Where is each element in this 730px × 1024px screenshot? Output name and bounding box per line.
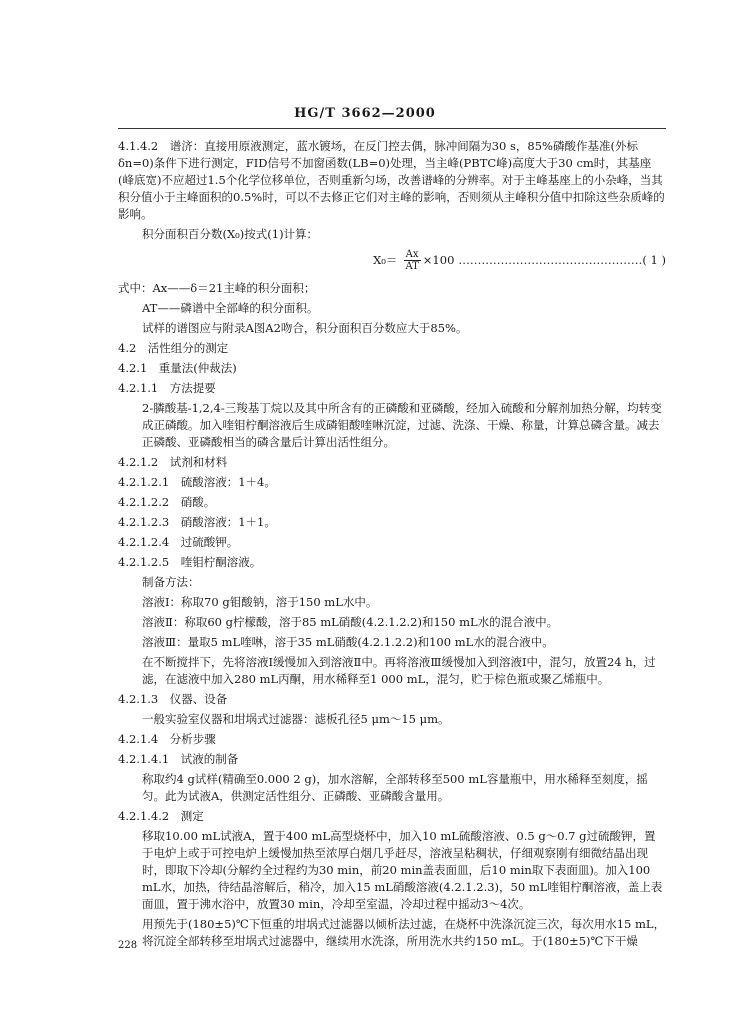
paragraph: 4.2.1.2.1 硫酸溶液：1＋4。 [118, 475, 276, 489]
paragraph: 溶液Ⅱ：称取60 g柠檬酸，溶于85 mL硝酸(4.2.1.2.2)和150 mL水的混合液中。 [142, 615, 559, 629]
paragraph: 一般实验室仪器和坩埚式过滤器：滤板孔径5 μm～15 μm。 [142, 712, 450, 726]
paragraph: 在不断搅拌下，先将溶液Ⅰ缓慢加入到溶液Ⅱ中。再将溶液Ⅲ缓慢加入到溶液Ⅰ中，混匀，放置24 h，过滤，在滤液中加入280 mL丙酮，用水稀释至1 000 mL，混匀，贮于棕色瓶或聚乙烯瓶中。 [142, 655, 656, 686]
paragraph: 4.2.1.4.1 试液的制备 [118, 752, 239, 766]
paragraph: 称取约4 g试样(精确至0.000 2 g)，加水溶解，全部转移至500 mL容量瓶中，用水稀释至刻度，摇匀。此为试液A，供测定活性组分、正磷酸、亚磷酸含量用。 [142, 772, 648, 803]
paragraph: 4.2.1.4 分析步骤 [118, 732, 216, 746]
paragraph: 移取10.00 mL试液A，置于400 mL高型烧杯中，加入10 mL硫酸溶液、0.5 g～0.7 g过硫酸钾，置于电炉上或于可控电炉上缓慢加热至浓厚白烟几乎赶尽，溶液呈粘稠状，仔细观察刚有细微结晶出现时，即取下冷却(分解约全过程约为30 min，前20 min盖表面皿，后10 min取下表面皿)。加入100 mL水，加热，待结晶溶解后，稍冷，加入15 mL硝酸溶液(4.2.1.2.3)，50 mL喹钼柠酮溶液，盖上表面皿，置于沸水浴中，放置30 min，冷却至室温，冷却过程中摇动3～4次。 [142, 829, 663, 911]
formula-fraction [403, 249, 420, 272]
paragraph: 4.2.1 重量法(仲裁法) [118, 361, 237, 375]
header-rule [118, 128, 666, 129]
paragraph: 式中：Ax——δ＝21主峰的积分面积； [118, 281, 316, 295]
paragraph: 4.2.1.2.5 喹钼柠酮溶液。 [118, 555, 262, 569]
paragraph: 4.2.1.3 仪器、设备 [118, 692, 228, 706]
paragraph: 4.2.1.2.3 硝酸溶液：1＋1。 [118, 515, 276, 529]
paragraph: 4.2.1.1 方法提要 [118, 381, 216, 395]
formula-number: ( 1 ) [642, 253, 666, 267]
formula-leader: ………………………………………… [458, 253, 643, 267]
body-text [118, 138, 666, 953]
paragraph: 4.1.4.2 谱济：直接用原液测定，蓝水镀场，在反门控去偶，脉冲间隔为30 s，85%磷酸作基准(外标δn=0)条件下进行测定，FID信号不加窗函数(LB=0)处理，当主峰(PBTC峰)高度大于30 cm时，其基座(峰底宽)不应超过1.5个化学位移单位，否则重新匀场，改善谱峰的分辨率。对于主峰基座上的小杂峰，当其积分值小于主峰面积的0.5%时，可以不去修正它们对主峰的影响，否则须从主峰积分值中扣除这些杂质峰的影响。 [118, 139, 665, 221]
paragraph: 制备方法： [142, 575, 200, 589]
paragraph: 溶液Ⅰ：称取70 g钼酸钠，溶于150 mL水中。 [142, 595, 378, 609]
page-number: 228 [118, 940, 138, 951]
standard-header: HG/T 3662—2000 [294, 106, 436, 121]
formula-lhs: X₀＝ [373, 253, 398, 267]
body-lines [118, 280, 666, 950]
paragraph: 4.2.1.2.4 过硫酸钾。 [118, 535, 239, 549]
paragraph: 4.2.1.4.2 测定 [118, 809, 204, 823]
formula-tail: ×100 [422, 253, 455, 267]
paragraph: 4.2.1.2.2 硝酸。 [118, 495, 216, 509]
formula-denominator: AT [405, 261, 419, 272]
paragraph: 积分面积百分数(X₀)按式(1)计算： [142, 227, 319, 241]
paragraph: AT——磷谱中全部峰的积分面积。 [142, 301, 319, 315]
paragraph: 用预先于(180±5)℃下恒重的坩埚式过滤器以倾析法过滤，在烧杯中洗涤沉淀三次，每次用水15 mL，将沉淀全部转移至坩埚式过滤器中，继续用水洗涤，所用洗水共约150 mL。于(180±5)℃下干燥 [142, 917, 666, 948]
paragraph: 4.2 活性组分的测定 [118, 341, 229, 355]
formula-numerator: Ax [405, 249, 419, 260]
paragraph: 4.2.1.2 试剂和材料 [118, 455, 228, 469]
paragraph: 2-膦酸基-1,2,4-三羧基丁烷以及其中所含有的正磷酸和亚磷酸，经加入硫酸和分解剂加热分解，均转变成正磷酸。加入喹钼柠酮溶液后生成磷钼酸喹啉沉淀，过滤、洗涤、干燥、称量，计算总磷含量。减去正磷酸、亚磷酸相当的磷含量后计算出活性组分。 [142, 401, 662, 449]
paragraph: 试样的谱图应与附录A图A2吻合，积分面积百分数应大于85%。 [142, 321, 468, 335]
paragraph: 溶液Ⅲ：量取5 mL喹啉，溶于35 mL硝酸(4.2.1.2.2)和100 mL水的混合液中。 [142, 635, 554, 649]
formula-1 [118, 249, 666, 272]
